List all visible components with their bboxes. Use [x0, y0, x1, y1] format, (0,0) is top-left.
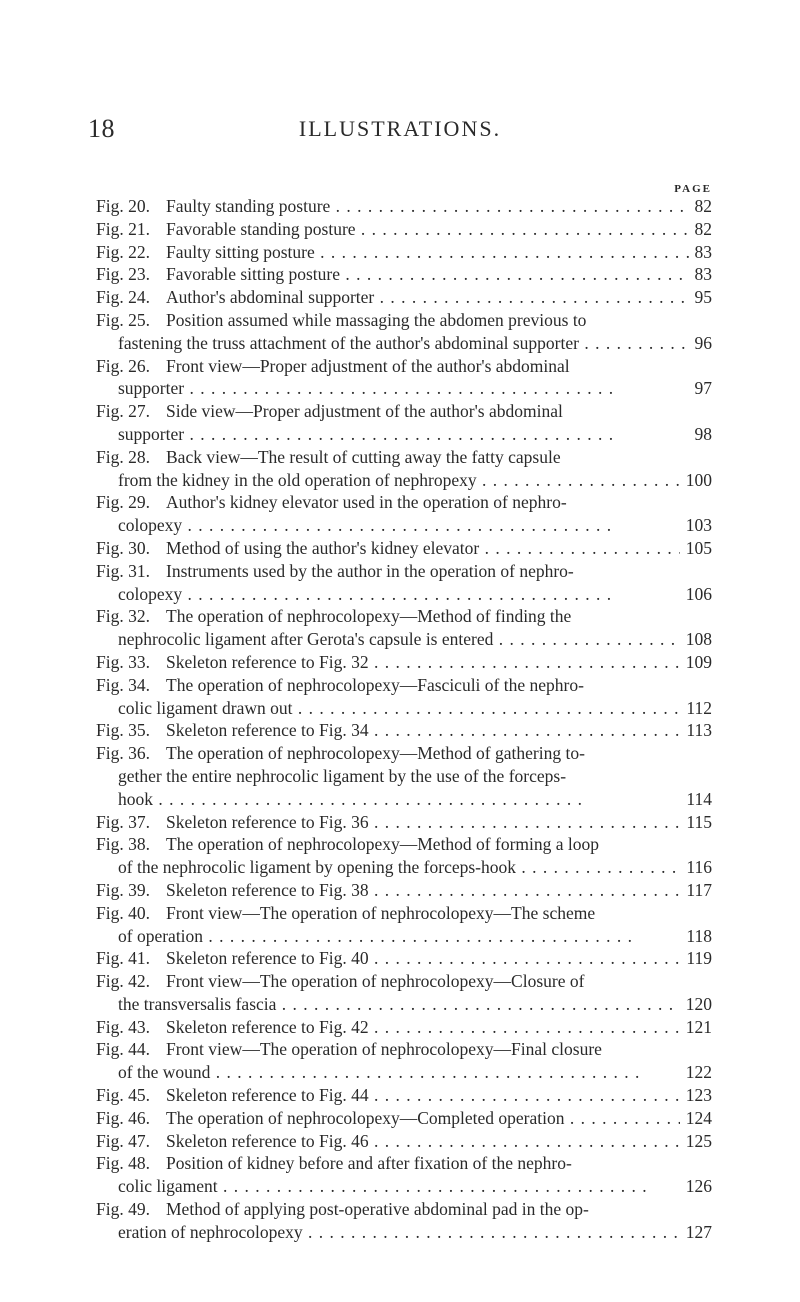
entry-line: [96, 1061, 712, 1084]
entry-line: [96, 423, 712, 446]
figure-label: Fig. 21.: [96, 218, 150, 239]
page-reference: 106: [680, 583, 712, 606]
page-reference: 100: [680, 469, 712, 492]
entry-line: [96, 1221, 712, 1244]
caption-text: Side view—Proper adjustment of the author's abdominal: [166, 401, 563, 422]
illustration-entry: [96, 1130, 712, 1153]
caption-text: Faulty sitting posture . .: [166, 242, 712, 262]
entry-line: [96, 811, 712, 834]
figure-label: Fig. 35.: [96, 720, 150, 741]
illustration-entry: [96, 218, 712, 241]
caption-text: Favorable standing posture . .: [166, 219, 712, 239]
caption-text: from the kidney in the old operation of nephropexy . .: [118, 470, 712, 490]
illustration-entry: [96, 970, 712, 1016]
caption-text: the transversalis fascia . .: [118, 994, 712, 1014]
caption-text: The operation of nephrocolopexy—Method of finding the: [166, 606, 572, 627]
figure-label: Fig. 28.: [96, 446, 150, 467]
figure-label: Fig. 25.: [96, 309, 150, 330]
illustration-entry: [96, 491, 712, 537]
entry-line: [96, 332, 712, 355]
figure-label: Fig. 29.: [96, 492, 150, 513]
entry-line: [96, 902, 712, 925]
caption-text: Instruments used by the author in the operation of nephro-: [166, 560, 574, 581]
entry-line: [96, 583, 712, 606]
caption-text: colic ligament drawn out . .: [118, 698, 712, 718]
entry-line: [96, 925, 712, 948]
illustration-entry: [96, 742, 712, 810]
page-reference: 113: [680, 719, 712, 742]
entry-line: [96, 742, 712, 765]
figure-label: Fig. 33.: [96, 651, 150, 672]
page-reference: 115: [680, 811, 712, 834]
illustration-entry: [96, 947, 712, 970]
illustration-entry: [96, 879, 712, 902]
illustration-entry: [96, 902, 712, 948]
caption-text: The operation of nephrocolopexy—Method of forming a loop: [166, 834, 600, 855]
caption-text: nephrocolic ligament after Gerota's capsule is entered . .: [118, 629, 712, 649]
figure-label: Fig. 48.: [96, 1153, 150, 1174]
figure-label: Fig. 44.: [96, 1039, 150, 1060]
caption-text: of operation . .: [118, 926, 673, 946]
entry-line: [96, 1198, 712, 1221]
page-reference: 122: [680, 1061, 712, 1084]
caption-text: Skeleton reference to Fig. 44 . .: [166, 1085, 712, 1105]
page-reference: 82: [689, 218, 713, 241]
caption-text: Faulty standing posture . .: [166, 196, 712, 216]
entry-line: [96, 469, 712, 492]
illustration-entry: [96, 537, 712, 560]
figure-label: Fig. 34.: [96, 674, 150, 695]
page-column-heading: PAGE: [674, 183, 712, 195]
entry-line: [96, 1038, 712, 1061]
illustration-entry: [96, 605, 712, 651]
caption-text: Skeleton reference to Fig. 38 . .: [166, 880, 712, 900]
illustration-entry: [96, 286, 712, 309]
page-reference: 103: [680, 514, 712, 537]
page-reference: 112: [680, 697, 712, 720]
page-reference: 105: [680, 537, 712, 560]
entry-line: [96, 241, 712, 264]
figure-label: Fig. 42.: [96, 971, 150, 992]
caption-text: The operation of nephrocolopexy—Fasciculi of the nephro-: [166, 674, 584, 695]
page-reference: 120: [680, 993, 712, 1016]
page-reference: 98: [689, 423, 713, 446]
caption-text: Author's abdominal supporter . .: [166, 287, 712, 307]
caption-text: colopexy . .: [118, 515, 652, 535]
caption-text: Favorable sitting posture . .: [166, 264, 712, 284]
entry-line: [96, 400, 712, 423]
entry-line: [96, 263, 712, 286]
entry-line: [96, 446, 712, 469]
caption-text: Skeleton reference to Fig. 40 . .: [166, 948, 712, 968]
entry-line: [96, 947, 712, 970]
page-reference: 109: [680, 651, 712, 674]
caption-text: Method of applying post-operative abdominal pad in the op-: [166, 1199, 589, 1220]
entry-line: [96, 879, 712, 902]
page-reference: 83: [689, 241, 713, 264]
page-reference: 82: [689, 195, 713, 218]
illustration-entry: [96, 1198, 712, 1244]
entry-line: [96, 993, 712, 1016]
figure-label: Fig. 49.: [96, 1199, 150, 1220]
entry-line: [96, 1130, 712, 1153]
page-reference: 118: [680, 925, 712, 948]
entry-line: [96, 537, 712, 560]
illustration-entry: [96, 1016, 712, 1039]
caption-text: The operation of nephrocolopexy—Completed operation . .: [166, 1108, 712, 1128]
caption-text: Front view—Proper adjustment of the author's abdominal: [166, 355, 570, 376]
caption-text: colopexy . .: [118, 584, 652, 604]
figure-label: Fig. 22.: [96, 241, 150, 262]
caption-text: colic ligament . .: [118, 1176, 688, 1196]
entry-line: [96, 1084, 712, 1107]
entry-line: [96, 218, 712, 241]
figure-label: Fig. 40.: [96, 902, 150, 923]
entry-line: [96, 377, 712, 400]
figure-label: Fig. 46.: [96, 1107, 150, 1128]
illustration-entry: [96, 309, 712, 355]
caption-text: The operation of nephrocolopexy—Method of gathering to-: [166, 743, 585, 764]
caption-text: hook . .: [118, 789, 623, 809]
page-reference: 117: [680, 879, 712, 902]
caption-text: Position assumed while massaging the abdomen previous to: [166, 309, 587, 330]
illustration-entry: [96, 560, 712, 606]
entry-line: [96, 697, 712, 720]
caption-text: supporter . .: [118, 378, 654, 398]
illustration-entry: [96, 674, 712, 720]
page-reference: 116: [680, 856, 712, 879]
illustration-entry: [96, 1107, 712, 1130]
figure-label: Fig. 24.: [96, 287, 150, 308]
page-reference: 108: [680, 628, 712, 651]
caption-text: Skeleton reference to Fig. 42 . .: [166, 1017, 712, 1037]
caption-text: of the nephrocolic ligament by opening the forceps-hook . .: [118, 857, 712, 877]
figure-label: Fig. 27.: [96, 401, 150, 422]
entry-line: [96, 309, 712, 332]
illustration-entry: [96, 1084, 712, 1107]
illustration-entry: [96, 446, 712, 492]
entry-line: [96, 286, 712, 309]
entry-line: [96, 628, 712, 651]
illustration-list: [96, 195, 712, 1244]
illustration-entry: [96, 651, 712, 674]
entry-line: [96, 765, 712, 788]
page-reference: 83: [689, 263, 713, 286]
entry-line: [96, 1016, 712, 1039]
page-reference: 126: [680, 1175, 712, 1198]
caption-text: Skeleton reference to Fig. 46 . .: [166, 1131, 712, 1151]
caption-text: Skeleton reference to Fig. 36 . .: [166, 812, 712, 832]
illustration-entry: [96, 1152, 712, 1198]
page-reference: 97: [689, 377, 713, 400]
figure-label: Fig. 23.: [96, 264, 150, 285]
entry-line: [96, 514, 712, 537]
figure-label: Fig. 31.: [96, 560, 150, 581]
page-header: [0, 114, 800, 144]
page-reference: 123: [680, 1084, 712, 1107]
entry-line: [96, 651, 712, 674]
illustration-entry: [96, 1038, 712, 1084]
caption-text: of the wound . .: [118, 1062, 680, 1082]
entry-line: [96, 491, 712, 514]
entry-line: [96, 355, 712, 378]
entry-line: [96, 560, 712, 583]
entry-line: [96, 788, 712, 811]
entry-line: [96, 1107, 712, 1130]
caption-text: Skeleton reference to Fig. 34 . .: [166, 720, 712, 740]
illustration-entry: [96, 241, 712, 264]
page-reference: 127: [680, 1221, 712, 1244]
caption-text: Front view—The operation of nephrocolopexy—Final closure: [166, 1039, 602, 1060]
entry-line: [96, 856, 712, 879]
illustration-entry: [96, 400, 712, 446]
entry-line: [96, 1152, 712, 1175]
page-reference: 96: [689, 332, 713, 355]
page-reference: 121: [680, 1016, 712, 1039]
caption-text: Front view—The operation of nephrocolopexy—Closure of: [166, 971, 585, 992]
figure-label: Fig. 45.: [96, 1085, 150, 1106]
caption-text: Back view—The result of cutting away the fatty capsule: [166, 446, 561, 467]
running-title: ILLUSTRATIONS.: [298, 116, 502, 141]
entry-line: [96, 605, 712, 628]
figure-label: Fig. 47.: [96, 1130, 150, 1151]
caption-text: supporter . .: [118, 424, 654, 444]
illustration-entry: [96, 355, 712, 401]
entry-line: [96, 970, 712, 993]
illustration-entry: [96, 263, 712, 286]
caption-text: Method of using the author's kidney elevator . .: [166, 538, 712, 558]
entry-line: [96, 674, 712, 697]
caption-text: Front view—The operation of nephrocolopexy—The scheme: [166, 902, 596, 923]
figure-label: Fig. 20.: [96, 196, 150, 216]
page-reference: 125: [680, 1130, 712, 1153]
page-reference: 119: [680, 947, 712, 970]
figure-label: Fig. 38.: [96, 834, 150, 855]
figure-label: Fig. 41.: [96, 948, 150, 969]
figure-label: Fig. 30.: [96, 537, 150, 558]
page-reference: 124: [680, 1107, 712, 1130]
caption-text: eration of nephrocolopexy . .: [118, 1222, 712, 1242]
figure-label: Fig. 32.: [96, 606, 150, 627]
caption-text: gether the entire nephrocolic ligament by the use of the forceps-: [118, 765, 567, 786]
page-number: 18: [88, 114, 115, 143]
figure-label: Fig. 37.: [96, 811, 150, 832]
caption-text: Skeleton reference to Fig. 32 . .: [166, 652, 712, 672]
illustration-entry: [96, 195, 712, 218]
caption-text: Author's kidney elevator used in the operation of nephro-: [166, 492, 567, 513]
illustration-entry: [96, 833, 712, 879]
entry-line: [96, 195, 712, 218]
figure-label: Fig. 39.: [96, 879, 150, 900]
illustration-entry: [96, 719, 712, 742]
figure-label: Fig. 26.: [96, 355, 150, 376]
page-reference: 95: [689, 286, 713, 309]
page-reference: 114: [680, 788, 712, 811]
figure-label: Fig. 43.: [96, 1016, 150, 1037]
entry-line: [96, 833, 712, 856]
entry-line: [96, 1175, 712, 1198]
entry-line: [96, 719, 712, 742]
caption-text: fastening the truss attachment of the author's abdominal supporter . .: [118, 333, 712, 353]
figure-label: Fig. 36.: [96, 743, 150, 764]
illustration-entry: [96, 811, 712, 834]
caption-text: Position of kidney before and after fixation of the nephro-: [166, 1153, 572, 1174]
